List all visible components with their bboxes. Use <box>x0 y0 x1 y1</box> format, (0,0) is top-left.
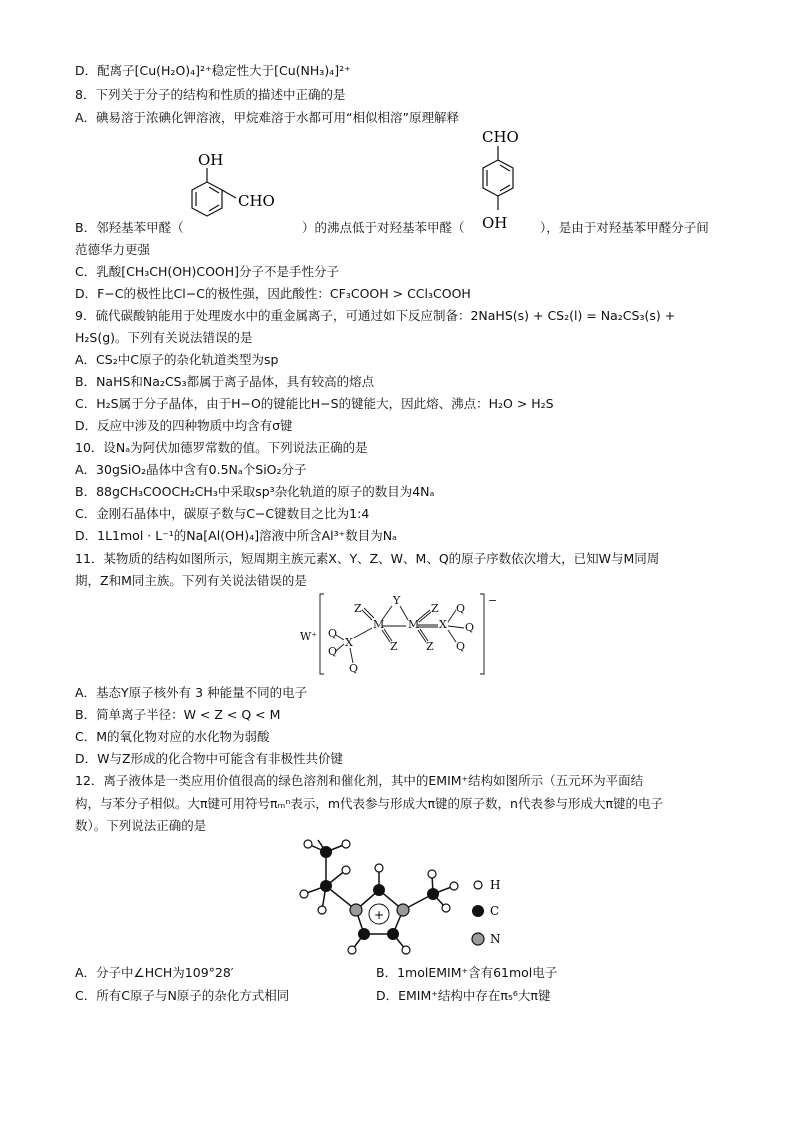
para-hydroxybenzaldehyde-figure <box>470 126 540 236</box>
q10-option-b: B．88gCH₃COOCH₂CH₃中采取sp³杂化轨道的原子的数目为4Nₐ <box>75 484 435 499</box>
w-cation-label: W⁺ <box>300 630 318 643</box>
para-oh-label: OH <box>482 214 508 232</box>
q11-structure-figure <box>298 590 498 678</box>
ortho-cho-label: CHO <box>238 192 275 210</box>
atom-z: Z <box>390 640 398 653</box>
legend-h-marker <box>474 881 482 889</box>
anion-charge-label: − <box>488 594 498 607</box>
q10-option-c: C．金刚石晶体中，碳原子数与C−C键数目之比为1:4 <box>75 506 370 521</box>
q12-stem-line1: 12．离子液体是一类应用价值很高的绿色溶剂和催化剂，其中的EMIM⁺结构如图所示（五元环为平面结 <box>75 773 644 788</box>
q12-option-b: B．1molEMIM⁺含有61mol电子 <box>376 965 558 980</box>
q12-option-d: D．EMIM⁺结构中存在π₅⁶大π键 <box>376 988 551 1003</box>
q11-stem-line2: 期，Z和M同主族。下列有关说法错误的是 <box>75 573 307 588</box>
q8-option-c: C．乳酸[CH₃CH(OH)COOH]分子不是手性分子 <box>75 264 340 279</box>
q9-stem-line1: 9．硫代碳酸钠能用于处理废水中的重金属离子，可通过如下反应制备：2NaHS(s) + CS₂(l) = Na₂CS₃(s) + <box>75 308 676 323</box>
atom-z: Z <box>426 640 434 653</box>
ortho-oh-label: OH <box>198 152 224 169</box>
atom-q: Q <box>349 662 359 675</box>
q8-option-b-part3: ），是由于对羟基苯甲醛分子间 <box>540 220 709 235</box>
atom-q: Q <box>456 602 466 615</box>
q9-stem-line2: H₂S(g)。下列有关说法错误的是 <box>75 330 253 345</box>
ring-center-plus: + <box>374 908 385 922</box>
q8-option-b-part2: ）的沸点低于对羟基苯甲醛（ <box>302 220 465 235</box>
legend-n-label: N <box>490 932 501 946</box>
q10-option-d: D．1L1mol · L⁻¹的Na[Al(OH)₄]溶液中所含Al³⁺数目为Nₐ <box>75 528 397 543</box>
q11-option-d: D．W与Z形成的化合物中可能含有非极性共价键 <box>75 751 344 766</box>
legend-h-label: H <box>490 878 501 892</box>
q8-option-a: A．碘易溶于浓碘化钾溶液，甲烷难溶于水都可用“相似相溶”原理解释 <box>75 110 460 125</box>
atom-x: X <box>345 636 353 649</box>
q9-option-b: B．NaHS和Na₂CS₃都属于离子晶体，具有较高的熔点 <box>75 374 375 389</box>
q12-option-c: C．所有C原子与N原子的杂化方式相同 <box>75 988 290 1003</box>
q8-option-d: D．F−C的极性比Cl−C的极性强，因此酸性：CF₃COOH > CCl₃COOH <box>75 286 471 301</box>
para-cho-label: CHO <box>482 128 519 146</box>
atom-y: Y <box>393 594 401 607</box>
atom-x: X <box>439 618 447 631</box>
atom-z: Z <box>354 602 362 615</box>
q11-option-c: C．M的氧化物对应的水化物为弱酸 <box>75 729 270 744</box>
legend-n-marker <box>472 933 484 945</box>
atom-m: M <box>373 618 385 631</box>
legend-c-marker <box>472 905 484 917</box>
q11-option-b: B．简单离子半径：W < Z < Q < M <box>75 707 281 722</box>
emim-structure-figure <box>290 838 520 963</box>
q9-option-a: A．CS₂中C原子的杂化轨道类型为sp <box>75 352 279 367</box>
q10-option-a: A．30gSiO₂晶体中含有0.5Nₐ个SiO₂分子 <box>75 462 307 477</box>
ortho-hydroxybenzaldehyde-figure <box>180 152 290 232</box>
legend-c-label: C <box>490 904 500 918</box>
q7-option-d: D．配离子[Cu(H₂O)₄]²⁺稳定性大于[Cu(NH₃)₄]²⁺ <box>75 63 351 78</box>
q9-option-d: D．反应中涉及的四种物质中均含有σ键 <box>75 418 293 433</box>
atom-q: Q <box>328 627 338 640</box>
atom-q: Q <box>456 640 466 653</box>
q10-stem: 10．设Nₐ为阿伏加德罗常数的值。下列说法正确的是 <box>75 440 368 455</box>
q8-option-b-part4: 范德华力更强 <box>75 242 151 257</box>
q12-stem-line3: 数）。下列说法正确的是 <box>75 818 207 833</box>
atom-q: Q <box>328 645 338 658</box>
q9-option-c: C．H₂S属于分子晶体，由于H−O的键能比H−S的键能大，因此熔、沸点：H₂O > H₂S <box>75 396 554 411</box>
q12-option-a: A．分子中∠HCH为109°28′ <box>75 965 234 980</box>
atom-m: M <box>408 618 420 631</box>
q11-option-a: A．基态Y原子核外有 3 种能量不同的电子 <box>75 685 308 700</box>
q12-stem-line2: 构，与苯分子相似。大π键可用符号πₘⁿ表示，m代表参与形成大π键的原子数，n代表参与形成大π键的电子 <box>75 796 663 811</box>
atom-z: Z <box>431 602 439 615</box>
q8-option-b-part1: B．邻羟基苯甲醛（ <box>75 220 184 235</box>
q8-stem: 8．下列关于分子的结构和性质的描述中正确的是 <box>75 87 346 102</box>
atom-q: Q <box>465 621 475 634</box>
q11-stem-line1: 11．某物质的结构如图所示，短周期主族元素X、Y、Z、W、M、Q的原子序数依次增大，已知W与M同周 <box>75 551 660 566</box>
